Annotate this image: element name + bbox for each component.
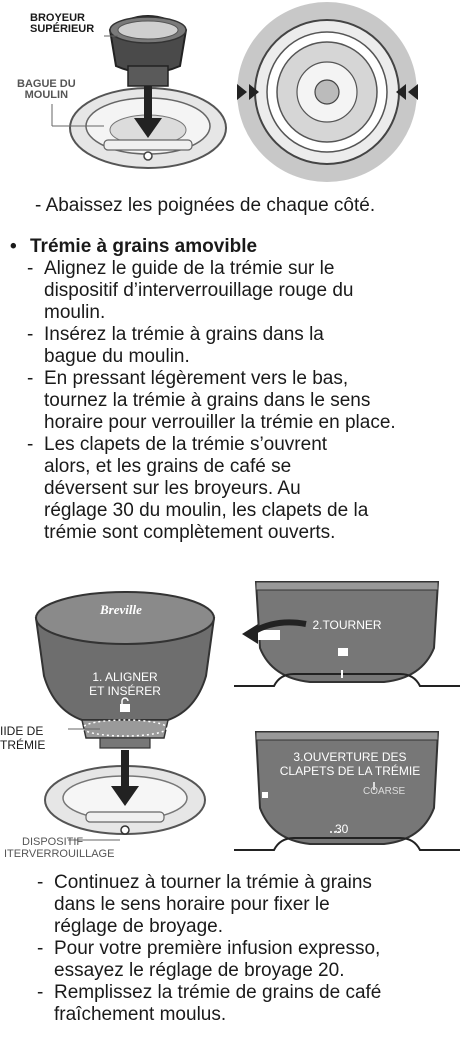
- lower-handles-text: Abaissez les poignées de chaque côté.: [45, 195, 376, 216]
- hopper-step-4: [27, 434, 450, 544]
- lower-handles-step: [35, 195, 375, 217]
- step-line: réglage de broyage.: [54, 916, 224, 937]
- figure-upper-burr: [0, 0, 460, 190]
- step-line: réglage 30 du moulin, les clapets de la: [44, 500, 369, 521]
- hopper-step-1: [27, 258, 450, 324]
- grind-setting-value: 30: [335, 822, 349, 836]
- step-line: fraîchement moulus.: [54, 1004, 227, 1025]
- hopper-guide-label: [0, 724, 45, 752]
- step3-label: [250, 750, 450, 778]
- dash: -: [27, 258, 34, 279]
- dash: -: [27, 324, 34, 345]
- hopper-steps: [27, 258, 450, 544]
- grinder-ring-label-line2: MOULIN: [24, 89, 69, 101]
- final-step-1: [37, 872, 452, 938]
- interlock-label: [4, 836, 114, 860]
- upper-burr-label: [30, 13, 94, 35]
- step-line: moulin.: [44, 302, 106, 323]
- figure-hopper: [0, 578, 460, 864]
- step1-label-line1: 1. ALIGNER: [92, 670, 158, 684]
- dash: -: [37, 938, 44, 959]
- section-title: Trémie à grains amovible: [30, 236, 258, 257]
- step3-label-line1: 3.OUVERTURE DES: [293, 750, 407, 764]
- final-step-2: [37, 938, 452, 982]
- dash: -: [35, 195, 42, 216]
- step2-label: 2.TOURNER: [312, 618, 382, 632]
- bullet: •: [10, 236, 17, 257]
- step1-label: [80, 670, 170, 698]
- step-line: dans le sens horaire pour fixer le: [54, 894, 330, 915]
- step-line: Alignez le guide de la trémie sur le: [44, 258, 335, 279]
- section-heading: [10, 236, 450, 258]
- dash: -: [37, 872, 44, 893]
- grinder-ring-label: [17, 79, 76, 101]
- grinder-ring-top-view: [235, 0, 420, 185]
- step-line: déversent sur les broyeurs. Au: [44, 478, 301, 499]
- final-step-3: [37, 982, 452, 1026]
- step-line: En pressant légèrement vers le bas,: [44, 368, 349, 389]
- grinder-ring-label-line1: BAGUE DU: [17, 78, 76, 90]
- coarse-label: COARSE: [363, 786, 406, 797]
- dash: -: [37, 982, 44, 1003]
- step-line: tournez la trémie à grains dans le sens: [44, 390, 371, 411]
- step-line: Remplissez la trémie de grains de café: [54, 982, 382, 1003]
- hopper-section: [10, 236, 450, 544]
- step-line: Continuez à tourner la trémie à grains: [54, 872, 372, 893]
- dash: -: [27, 368, 34, 389]
- step-line: trémie sont complètement ouverts.: [44, 522, 336, 543]
- step-line: horaire pour verrouiller la trémie en place.: [44, 412, 396, 433]
- step-line: dispositif d’interverrouillage rouge du: [44, 280, 354, 301]
- hopper-open-illustration: [234, 728, 460, 864]
- hopper-guide-label-line2: TRÉMIE: [0, 738, 46, 752]
- step3-label-line2: CLAPETS DE LA TRÉMIE: [279, 764, 421, 778]
- interlock-label-line1: DISPOSITIF: [22, 836, 84, 848]
- hopper-insert-illustration: [0, 578, 240, 864]
- hopper-turn-illustration: [234, 578, 460, 698]
- step-line: Insérez la trémie à grains dans la: [44, 324, 324, 345]
- upper-burr-label-line2: SUPÉRIEUR: [30, 23, 95, 35]
- hopper-guide-label-line1: IIDE DE: [0, 724, 44, 738]
- hopper-step-3: [27, 368, 450, 434]
- step1-label-line2: ET INSÉRER: [89, 684, 161, 698]
- step-line: Les clapets de la trémie s’ouvrent: [44, 434, 328, 455]
- step-line: essayez le réglage de broyage 20.: [54, 960, 345, 981]
- hopper-step-2: [27, 324, 450, 368]
- step-line: Pour votre première infusion expresso,: [54, 938, 381, 959]
- interlock-label-line2: ITERVERROUILLAGE: [4, 848, 115, 860]
- step-line: alors, et les grains de café se: [44, 456, 292, 477]
- final-steps: [37, 872, 452, 1026]
- breville-logo: Breville: [100, 602, 142, 617]
- step-line: bague du moulin.: [44, 346, 190, 367]
- upper-burr-label-line1: BROYEUR: [30, 12, 86, 24]
- dash: -: [27, 434, 34, 455]
